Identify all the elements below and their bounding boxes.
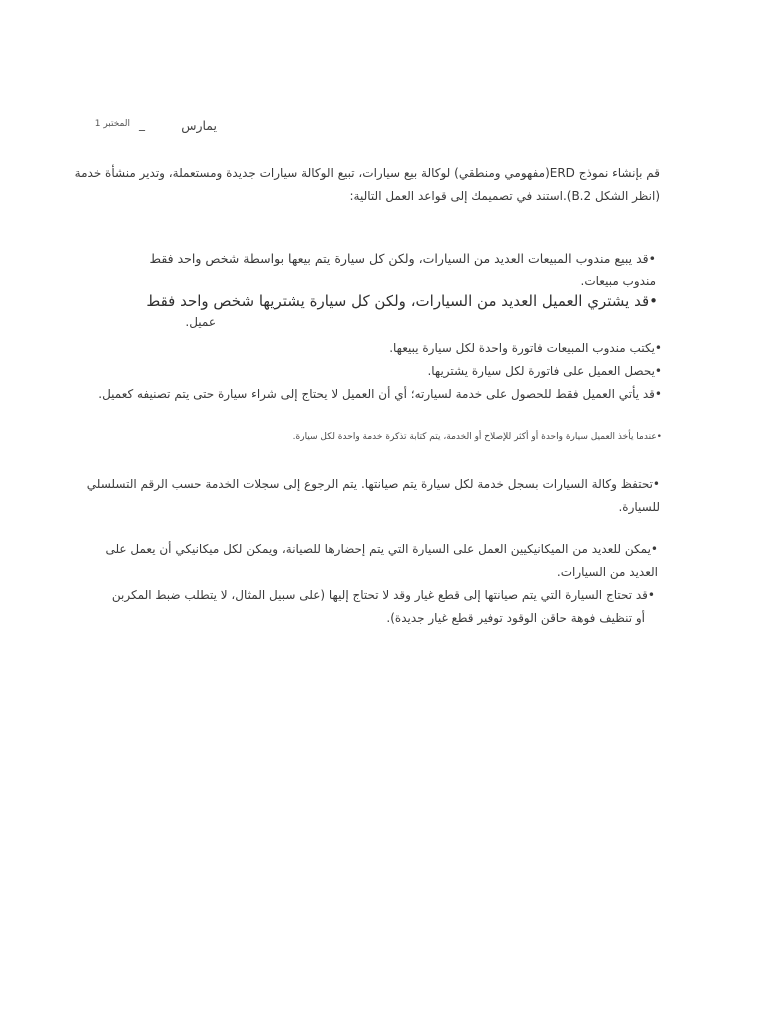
rule-4: •يحصل العميل على فاتورة لكل سيارة يشتريها. <box>427 364 662 378</box>
rule-8-line-2: العديد من السيارات. <box>556 565 658 579</box>
rule-6: •عندما يأخذ العميل سيارة واحدة أو أكثر للإصلاح أو الخدمة، يتم كتابة تذكرة خدمة واحدة لكل سيارة. <box>292 432 662 442</box>
intro-line-1: قم بإنشاء نموذج ERD(مفهومي ومنطقي) لوكالة بيع سيارات، تبيع الوكالة سيارات جديدة ومستعملة، وتدير منشأة خدمة <box>74 166 660 180</box>
rule-1-line-2: مندوب مبيعات. <box>580 274 656 288</box>
rule-7-line-1: •تحتفظ وكالة السيارات بسجل خدمة لكل سيارة يتم صيانتها. يتم الرجوع إلى سجلات الخدمة حسب الرقم التسلسلي <box>86 477 660 491</box>
header-dash: _ <box>139 117 145 131</box>
rule-7-line-2: للسيارة. <box>618 500 660 514</box>
rule-2-line-1: •قد يشتري العميل العديد من السيارات، ولكن كل سيارة يشتريها شخص واحد فقط <box>146 292 658 310</box>
rule-8-line-1: •يمكن للعديد من الميكانيكيين العمل على السيارة التي يتم إحضارها للصيانة، ويمكن لكل ميكانيكي أن يعمل على <box>105 542 658 556</box>
rule-3: •يكتب مندوب المبيعات فاتورة واحدة لكل سيارة يبيعها. <box>389 341 662 355</box>
lab-label: المختبر 1 <box>94 119 130 129</box>
rule-9-line-2: أو تنظيف فوهة حاقن الوقود توفير قطع غيار جديدة). <box>386 611 645 625</box>
rule-2-line-2: عميل. <box>185 315 216 329</box>
rule-9-line-1: •قد تحتاج السيارة التي يتم صيانتها إلى قطع غيار وقد لا تحتاج إليها (على سبيل المثال، لا يتطلب ضبط المكربن <box>111 588 655 602</box>
rule-5: •قد يأتي العميل فقط للحصول على خدمة لسيارته؛ أي أن العميل لا يحتاج إلى شراء سيارة حتى يتم تصنيفه كعميل. <box>98 387 662 401</box>
intro-line-2: (انظر الشكل B.2).استند في تصميمك إلى قواعد العمل التالية: <box>349 189 660 203</box>
rule-1-line-1: •قد يبيع مندوب المبيعات العديد من السيارات، ولكن كل سيارة يتم بيعها بواسطة شخص واحد فقط <box>149 251 656 266</box>
header-month: يمارس <box>181 118 217 133</box>
